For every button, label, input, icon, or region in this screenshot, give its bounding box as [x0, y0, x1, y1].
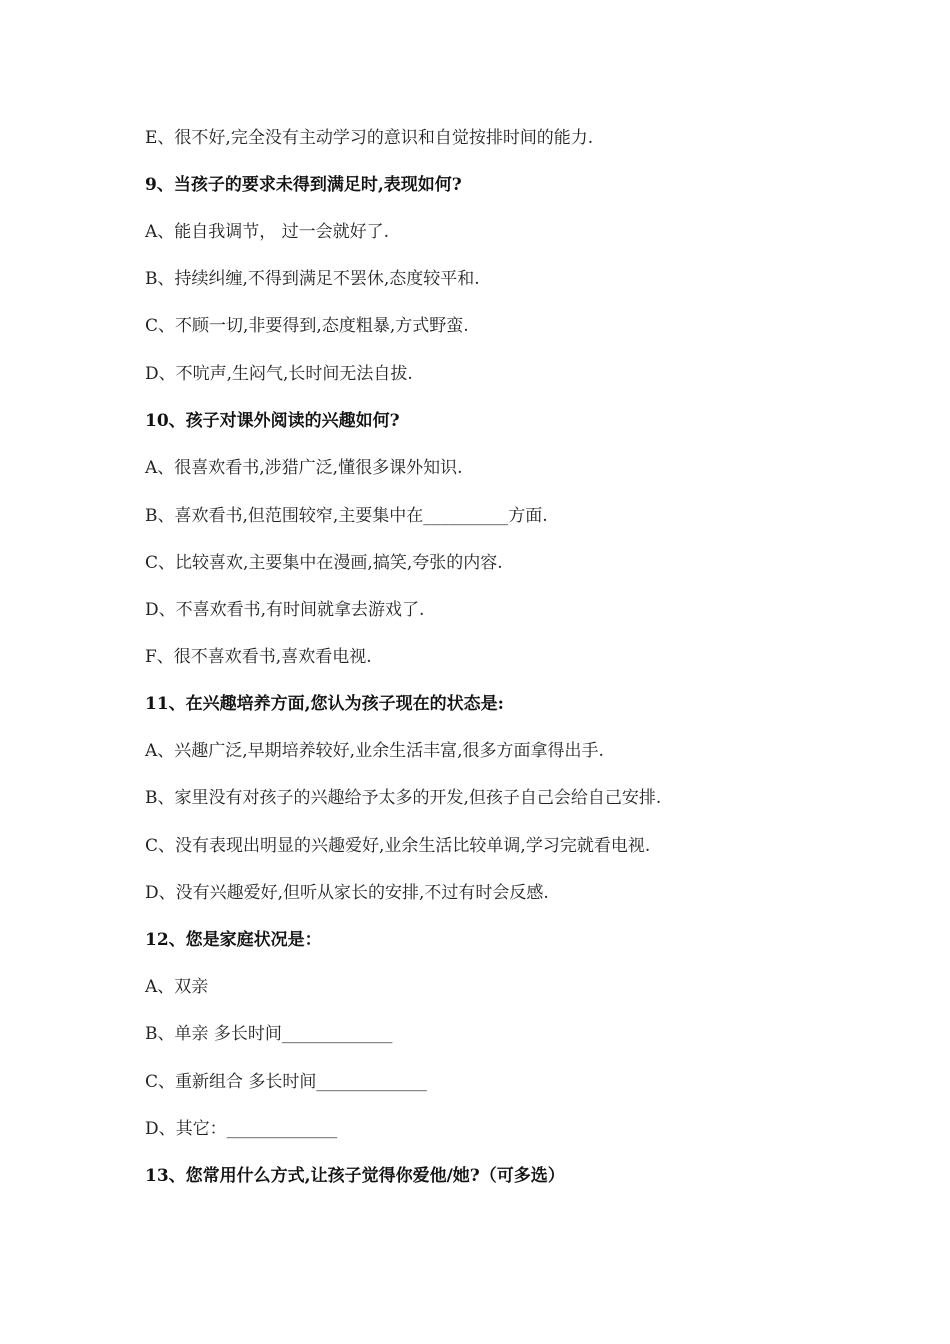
option-11b: B、家里没有对孩子的兴趣给予太多的开发,但孩子自己会给自己安排.	[145, 788, 662, 808]
option-12d: D、其它：_____________	[145, 1119, 338, 1139]
option-8e: E、很不好,完全没有主动学习的意识和自觉按排时间的能力.	[145, 128, 594, 148]
question-11: 11、在兴趣培养方面,您认为孩子现在的状态是:	[145, 694, 504, 714]
option-9a: A、能自我调节， 过一会就好了.	[145, 222, 390, 242]
option-10c: C、比较喜欢,主要集中在漫画,搞笑,夸张的内容.	[145, 553, 503, 573]
option-10a: A、很喜欢看书,涉猎广泛,懂很多课外知识.	[145, 458, 463, 478]
option-12b: B、单亲 多长时间_____________	[145, 1024, 393, 1044]
option-11c: C、没有表现出明显的兴趣爱好,业余生活比较单调,学习完就看电视.	[145, 836, 651, 856]
option-9d: D、不吭声,生闷气,长时间无法自拔.	[145, 364, 413, 384]
option-10f: F、很不喜欢看书,喜欢看电视.	[145, 647, 372, 667]
option-11a: A、兴趣广泛,早期培养较好,业余生活丰富,很多方面拿得出手.	[145, 741, 604, 761]
option-11d: D、没有兴趣爱好,但听从家长的安排,不过有时会反感.	[145, 883, 549, 903]
option-12a: A、双亲	[145, 977, 209, 997]
option-12c: C、重新组合 多长时间_____________	[145, 1072, 427, 1092]
question-10: 10、孩子对课外阅读的兴趣如何?	[145, 411, 400, 431]
option-10b: B、喜欢看书,但范围较窄,主要集中在__________方面.	[145, 506, 548, 526]
option-10d: D、不喜欢看书,有时间就拿去游戏了.	[145, 600, 425, 620]
option-9c: C、不顾一切,非要得到,态度粗暴,方式野蛮.	[145, 316, 469, 336]
option-9b: B、持续纠缠,不得到满足不罢休,态度较平和.	[145, 269, 480, 289]
question-9: 9、当孩子的要求未得到满足时,表现如何?	[145, 175, 462, 195]
question-12: 12、您是家庭状况是：	[145, 930, 322, 950]
question-13: 13、您常用什么方式,让孩子觉得你爱他/她?（可多选）	[145, 1166, 565, 1186]
